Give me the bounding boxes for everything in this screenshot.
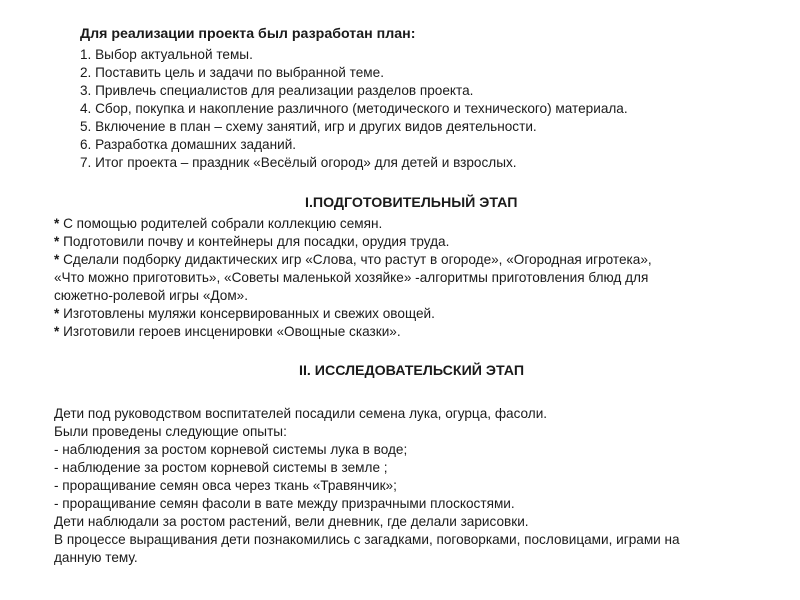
stage1-line xyxy=(54,251,652,269)
plan-item: 6. Разработка домашних заданий. xyxy=(80,137,297,152)
stage2-line: - наблюдение за ростом корневой системы в земле ; xyxy=(54,460,388,475)
stage1-line xyxy=(54,233,449,251)
stage1-text: С помощью родителей собрали коллекцию семян. xyxy=(59,216,383,231)
plan-item: 5. Включение в план – схему занятий, игр и других видов деятельности. xyxy=(80,119,537,134)
stage2-title: II. ИССЛЕДОВАТЕЛЬСКИЙ ЭТАП xyxy=(299,363,525,379)
stage2-line: Были проведены следующие опыты: xyxy=(54,424,287,439)
stage2-line: Дети наблюдали за ростом растений, вели дневник, где делали зарисовки. xyxy=(54,514,529,529)
stage1-title: I.ПОДГОТОВИТЕЛЬНЫЙ ЭТАП xyxy=(305,195,518,211)
plan-item: 7. Итог проекта – праздник «Весёлый огород» для детей и взрослых. xyxy=(80,155,517,170)
stage1-line xyxy=(54,305,435,323)
plan-item: 2. Поставить цель и задачи по выбранной теме. xyxy=(80,65,384,80)
bullet-star: * xyxy=(54,306,60,321)
bullet-star: * xyxy=(54,234,60,249)
bullet-star: * xyxy=(54,252,60,267)
stage2-line: данную тему. xyxy=(54,550,138,565)
stage1-text: Сделали подборку дидактических игр «Слова, что растут в огороде», «Огородная игротека», xyxy=(59,252,652,267)
stage1-line xyxy=(54,287,248,305)
stage1-text: «Что можно приготовить», «Советы маленькой хозяйке» -алгоритмы приготовления блюд для xyxy=(54,270,649,285)
stage2-line: - наблюдения за ростом корневой системы лука в воде; xyxy=(54,442,408,457)
stage1-line xyxy=(54,323,401,341)
stage1-text: Изготовили героев инсценировки «Овощные сказки». xyxy=(59,324,401,339)
plan-item: 3. Привлечь специалистов для реализации разделов проекта. xyxy=(80,83,474,98)
bullet-star: * xyxy=(54,216,60,231)
stage2-line: - проращивание семян овса через ткань «Травянчик»; xyxy=(54,478,397,493)
stage2-line: - проращивание семян фасоли в вате между призрачными плоскостями. xyxy=(54,496,515,511)
stage2-line: Дети под руководством воспитателей посадили семена лука, огурца, фасоли. xyxy=(54,406,548,421)
stage1-line xyxy=(54,269,648,287)
plan-item: 4. Сбор, покупка и накопление различного (методического и технического) материала. xyxy=(80,101,628,116)
stage1-text: Изготовлены муляжи консервированных и свежих овощей. xyxy=(59,306,435,321)
stage1-text: сюжетно-ролевой игры «Дом». xyxy=(54,288,248,303)
stage1-line xyxy=(54,215,382,233)
stage2-line: В процессе выращивания дети познакомились с загадками, поговорками, пословицами, играми на xyxy=(54,532,680,547)
stage1-text: Подготовили почву и контейнеры для посадки, орудия труда. xyxy=(59,234,450,249)
bullet-star: * xyxy=(54,324,60,339)
plan-item: 1. Выбор актуальной темы. xyxy=(80,47,253,62)
plan-heading: Для реализации проекта был разработан план: xyxy=(80,26,416,42)
